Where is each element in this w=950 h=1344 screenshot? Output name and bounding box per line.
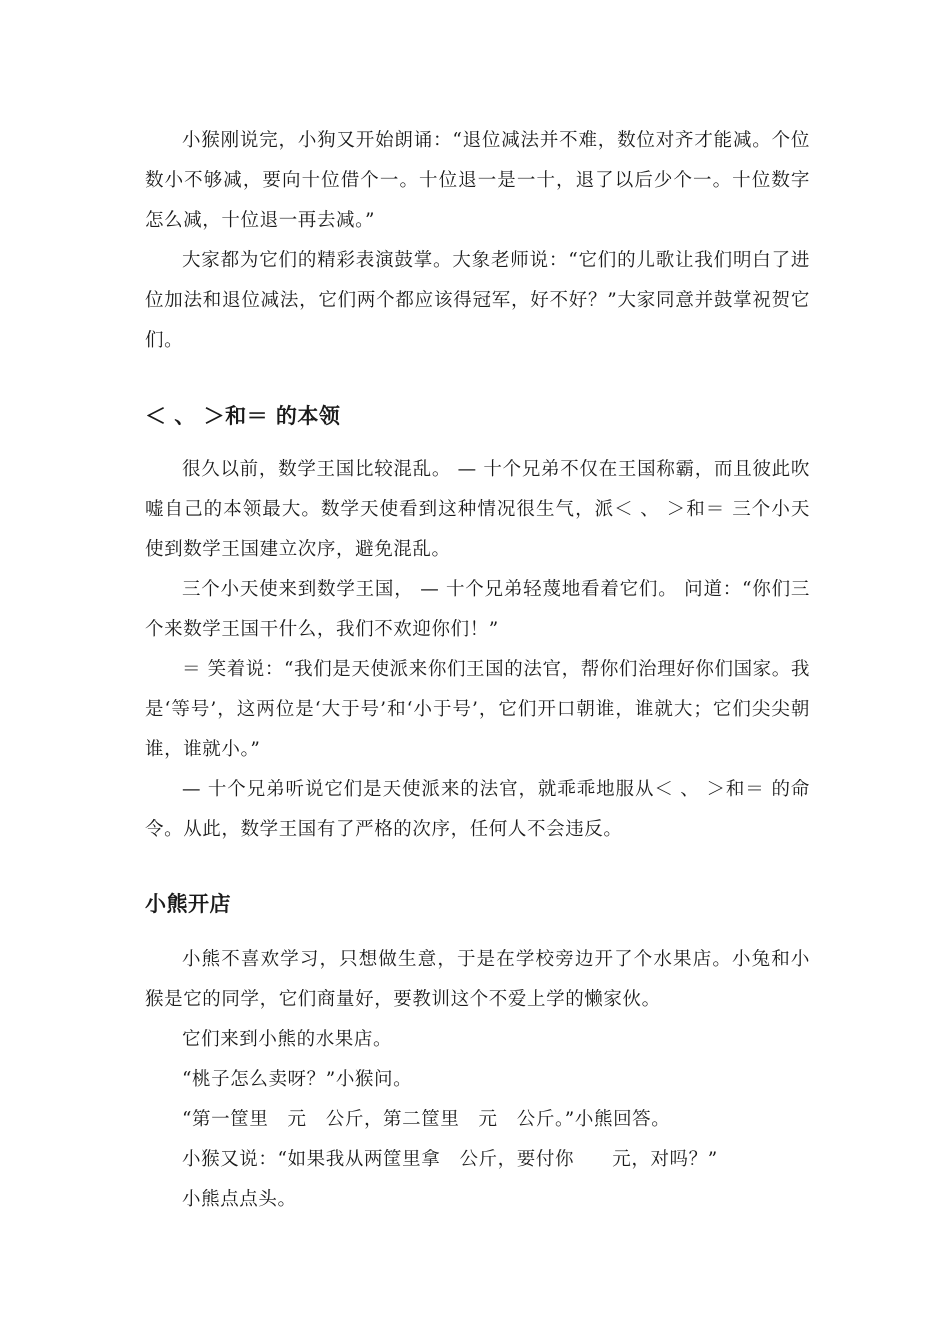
section-title-comparison-signs: ＜ 、 ＞和＝ 的本领: [145, 403, 341, 428]
dialogue-line: “桃子怎么卖呀？”小猴问。: [182, 1069, 413, 1090]
paragraph-brothers-obey: — 十个兄弟听说它们是天使派来的法官，就乖乖地服从＜ 、 ＞和＝ 的命令。从此，数学王国有了严格的次序，任何人不会违反。: [145, 779, 810, 840]
dialogue-line: 小熊点点头。: [182, 1189, 297, 1210]
paragraph-math-kingdom-chaos: 很久以前，数学王国比较混乱。 — 十个兄弟不仅在王国称霸，而且彼此吹嘘自己的本领最大。数学天使看到这种情况很生气，派＜ 、 ＞和＝ 三个小天使到数学王国建立次序，避免混乱。: [145, 459, 810, 560]
dialogue-line: 小猴又说：“如果我从两筐里拿 公斤，要付你 元，对吗？”: [182, 1149, 718, 1170]
dialogue-line: “第一筐里 元 公斤，第二筐里 元 公斤。”小熊回答。: [182, 1109, 671, 1130]
dialogue-line: 它们来到小熊的水果店。: [182, 1029, 393, 1050]
section-title-bear-shop: 小熊开店: [145, 891, 231, 916]
paragraph-applause: 大家都为它们的精彩表演鼓掌。大象老师说：“它们的儿歌让我们明白了进位加法和退位减法，它们两个都应该得冠军，好不好？”大家同意并鼓掌祝贺它们。: [145, 250, 810, 351]
paragraph-equal-sign-speech: ＝ 笑着说：“我们是天使派来你们王国的法官，帮你们治理好你们国家。我是‘等号’，这两位是‘大于号’和‘小于号’，它们开口朝谁，谁就大；它们尖尖朝谁，谁就小。”: [145, 659, 810, 760]
paragraph-angels-arrive: 三个小天使来到数学王国， — 十个兄弟轻蔑地看着它们。 问道：“你们三个来数学王国干什么，我们不欢迎你们！”: [145, 579, 810, 640]
paragraph-monkey-dog: 小猴刚说完，小狗又开始朗诵：“退位减法并不难，数位对齐才能减。个位数小不够减，要向十位借个一。十位退一是一十，退了以后少个一。十位数字怎么减，十位退一再去减。”: [145, 130, 810, 231]
paragraph-bear-opens-shop: 小熊不喜欢学习，只想做生意，于是在学校旁边开了个水果店。小兔和小猴是它的同学，它们商量好，要教训这个不爱上学的懒家伙。: [145, 949, 810, 1010]
